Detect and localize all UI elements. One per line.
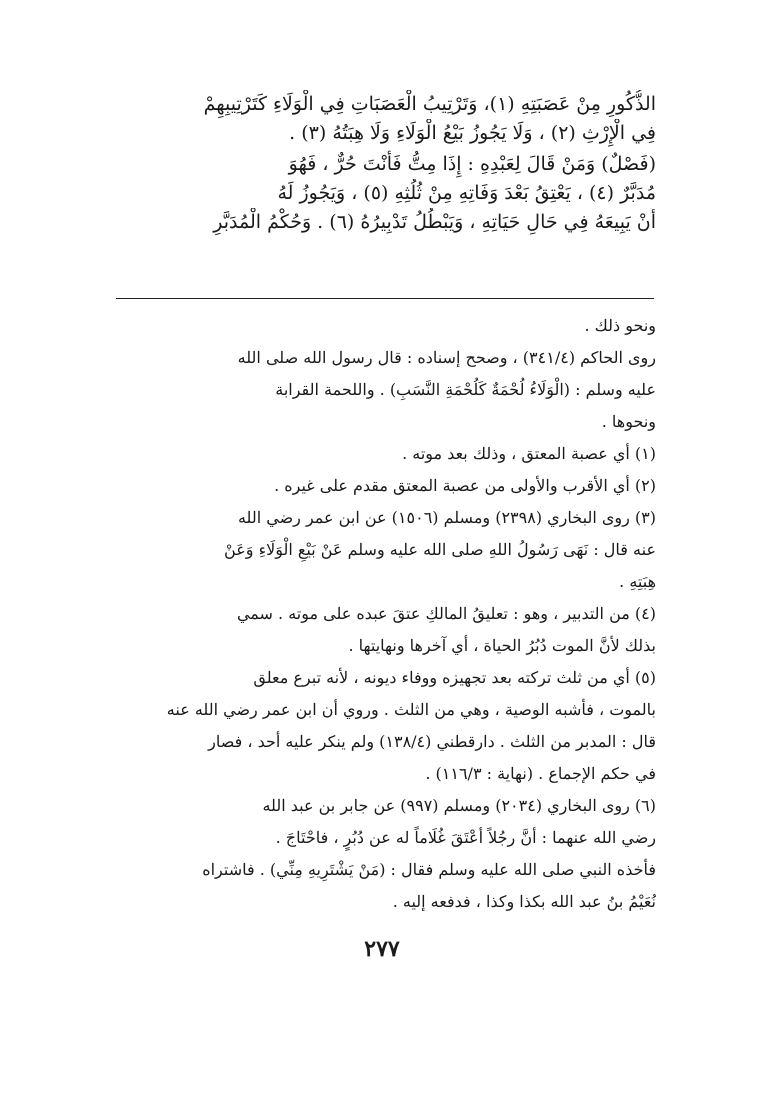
footnote-separator [116, 298, 654, 299]
page-number: ٢٧٧ [364, 936, 400, 962]
footnote-line: ونحو ذلك . [584, 316, 656, 335]
footnotes [108, 310, 656, 918]
footnote-line: عليه وسلم : (الْوَلَاءُ لُحْمَةٌ كَلُحْمَةِ النَّسَبِ) . واللحمة القرابة [275, 380, 656, 399]
footnote-line: بالموت ، فأشبه الوصية ، وهي من الثلث . وروي أن ابن عمر رضي الله عنه [166, 700, 656, 719]
main-line: الذُّكُورِ مِنْ عَصَبَتِهِ (١)، وَتَرْتِيبُ الْعَصَبَاتِ فِي الْوَلَاءِ كَتَرْتِيبِهِمْ [203, 93, 656, 115]
footnote-line: في حكم الإجماع . (نهاية : ١١٦/٣) . [425, 764, 656, 783]
footnote-line: (١) أي عصبة المعتق ، وذلك بعد موته . [402, 444, 656, 463]
main-line: (فَصْلٌ) وَمَنْ قَالَ لِعَبْدِهِ : إِذَا مِتُّ فَأَنْتَ حُرٌّ ، فَهُوَ [288, 153, 656, 175]
footnote-line: نُعَيْمُ بنُ عبد الله بكذا وكذا ، فدفعه إليه . [392, 892, 656, 911]
footnote-line: قال : المدبر من الثلث . دارقطني (١٣٨/٤) ولم ينكر عليه أحد ، فصار [208, 732, 656, 751]
main-text [108, 90, 656, 237]
main-line: فِي الْإِرْثِ (٢) ، وَلَا يَجُوزُ بَيْعُ الْوَلَاءِ وَلَا هِبَتُهُ (٣) . [289, 122, 656, 144]
footnote-line: (٤) من التدبير ، وهو : تعليقُ المالكِ عتقَ عبده على موته . سمي [236, 604, 656, 623]
main-line: أَنْ يَبِيعَهُ فِي حَالِ حَيَاتِهِ ، وَيَبْطُلُ تَدْبِيرُهُ (٦) . وَحُكْمُ الْمُدَبَّرِ [213, 211, 656, 233]
footnote-line: هِبَتِهِ . [619, 572, 656, 591]
footnote-line: رضي الله عنهما : أنَّ رجُلاً أعْتَقَ غُلَاماً له عن دُبُرٍ ، فاحْتَاجَ . [275, 828, 656, 847]
footnote-line: ونحوها . [601, 412, 656, 431]
footnote-line: (٥) أي من ثلث تركته بعد تجهيزه ووفاء ديونه ، لأنه تبرع معلق [253, 668, 656, 687]
footnote-line: (٣) روى البخاري (٢٣٩٨) ومسلم (١٥٠٦) عن ابن عمر رضي الله [237, 508, 656, 527]
main-line: مُدَبَّرٌ (٤) ، يَعْتِقُ بَعْدَ وَفَاتِهِ مِنْ ثُلُثِهِ (٥) ، وَيَجُوزُ لَهُ [277, 182, 656, 204]
footnote-line: بذلك لأنَّ الموت دُبُرُ الحياة ، أي آخرها ونهايتها . [348, 636, 656, 655]
footnote-line: (٦) روى البخاري (٢٠٣٤) ومسلم (٩٩٧) عن جابر بن عبد الله [262, 796, 656, 815]
footnote-line: روى الحاكم (٣٤١/٤) ، وصحح إسناده : قال رسول الله صلى الله [237, 348, 656, 367]
footnote-line: عنه قال : نَهَى رَسُولُ اللهِ صلى الله عليه وسلم عَنْ بَيْعِ الْوَلَاءِ وَعَنْ [224, 540, 656, 559]
footnote-line: فأخذه النبي صلى الله عليه وسلم فقال : (مَنْ يَشْتَرِيهِ مِنِّي) . فاشتراه [202, 860, 656, 879]
footnote-line: (٢) أي الأقرب والأولى من عصبة المعتق مقدم على غيره . [274, 476, 656, 495]
